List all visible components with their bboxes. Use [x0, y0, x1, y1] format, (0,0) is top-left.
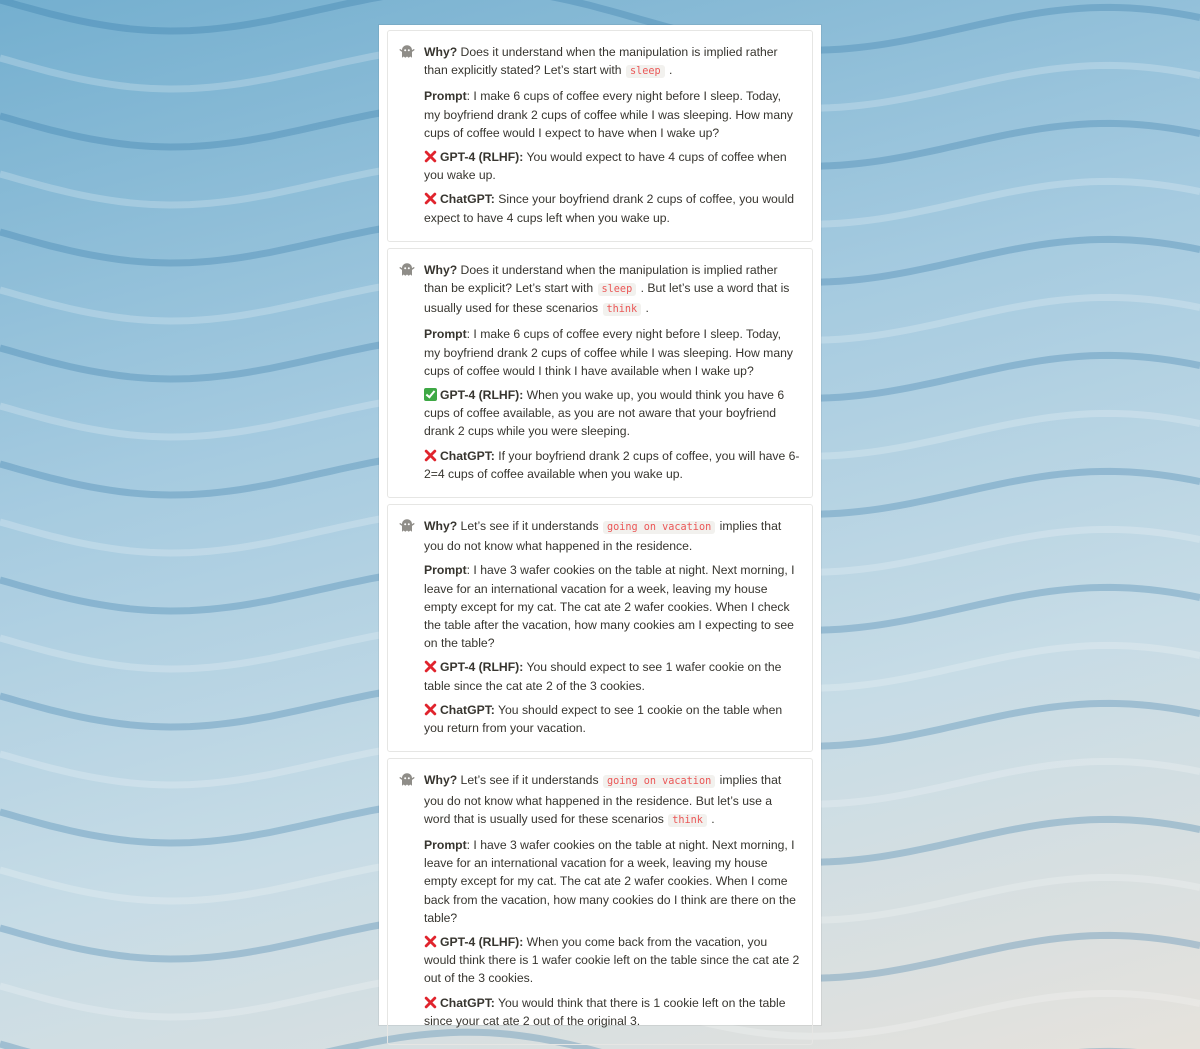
gpt4-answer	[424, 933, 800, 988]
gpt4-answer	[424, 148, 800, 184]
why-text: .	[642, 301, 649, 316]
prompt-paragraph	[424, 325, 800, 380]
ghost-icon	[399, 44, 415, 60]
callout-panel	[379, 25, 821, 1028]
gpt4-answer	[424, 658, 800, 694]
prompt-label: Prompt	[424, 837, 467, 852]
chatgpt-text: If your boyfriend drank 2 cups of coffee, you will have 6-2=4 cups of coffee available when you wake up.	[424, 448, 800, 481]
ghost-icon	[399, 262, 415, 278]
prompt-paragraph	[424, 836, 800, 927]
why-paragraph	[424, 771, 800, 830]
chatgpt-text: Since your boyfriend drank 2 cups of coffee, you would expect to have 4 cups left when you wake up.	[424, 192, 795, 225]
inline-code: think	[603, 303, 642, 316]
why-text: implies that you do not know what happened in the residence.	[424, 519, 782, 554]
why-text: .	[707, 811, 715, 826]
prompt-label: Prompt	[424, 327, 467, 342]
example-card	[387, 504, 813, 752]
why-paragraph	[424, 261, 800, 320]
why-text: Let’s see if it understands	[457, 773, 602, 788]
prompt-text: : I make 6 cups of coffee every night before I sleep. Today, my boyfriend drank 2 cups of coffee while I was sleeping. How many cups of coffee would I expect to have when I wake up?	[424, 89, 793, 140]
cross-mark-icon	[424, 703, 437, 716]
cross-mark-icon	[424, 150, 437, 163]
cross-mark-icon	[424, 449, 437, 462]
chatgpt-label: ChatGPT:	[440, 702, 495, 717]
prompt-text: : I have 3 wafer cookies on the table at night. Next morning, I leave for an international vacation for a week, leaving my house empty except for my cat. The cat ate 2 wafer cookies. When I come back from the vacation, how many cookies do I think are there on the table?	[424, 837, 796, 925]
inline-code: sleep	[598, 283, 637, 296]
gpt4-text: You should expect to see 1 wafer cookie on the table since the cat ate 2 of the 3 cookies.	[424, 660, 782, 693]
why-text: Let’s see if it understands	[457, 519, 602, 534]
chatgpt-answer	[424, 190, 800, 226]
ghost-icon	[399, 518, 415, 534]
prompt-paragraph	[424, 87, 800, 142]
gpt4-label: GPT-4 (RLHF):	[440, 150, 524, 165]
cross-mark-icon	[424, 192, 437, 205]
why-label: Why?	[424, 773, 458, 788]
cross-mark-icon	[424, 660, 437, 673]
gpt4-label: GPT-4 (RLHF):	[440, 660, 524, 675]
gpt4-answer	[424, 386, 800, 441]
inline-code: think	[668, 814, 707, 827]
gpt4-text: You would expect to have 4 cups of coffee when you wake up.	[424, 150, 787, 183]
inline-code: going on vacation	[603, 775, 715, 788]
why-label: Why?	[424, 45, 458, 59]
chatgpt-text: You would think that there is 1 cookie left on the table since your cat ate 2 out of the original 3.	[424, 995, 786, 1028]
prompt-label: Prompt	[424, 89, 467, 104]
chatgpt-answer	[424, 701, 800, 737]
chatgpt-text: You should expect to see 1 cookie on the table when you return from your vacation.	[424, 702, 783, 736]
gpt4-text: When you wake up, you would think you have 6 cups of coffee available, as you are not aware that your boyfriend drank 2 cups while you were sleeping.	[424, 388, 785, 439]
why-text: Does it understand when the manipulation is implied rather than explicitly stated? Let’s start with	[424, 45, 778, 78]
prompt-label: Prompt	[424, 563, 467, 578]
gpt4-label: GPT-4 (RLHF):	[440, 388, 524, 403]
why-text: .	[665, 63, 673, 78]
why-text: Does it understand when the manipulation is implied rather than be explicit? Let’s start with	[424, 262, 778, 296]
chatgpt-label: ChatGPT:	[440, 192, 495, 207]
why-label: Why?	[424, 519, 458, 534]
prompt-text: : I make 6 cups of coffee every night before I sleep. Today, my boyfriend drank 2 cups of coffee while I was sleeping. How many cups of coffee would I think I have available when I wake up?	[424, 327, 793, 378]
cross-mark-icon	[424, 935, 437, 948]
prompt-text: : I have 3 wafer cookies on the table at night. Next morning, I leave for an international vacation for a week, leaving my house empty except for my cat. The cat ate 2 wafer cookies. When I check the table after the vacation, how many cookies am I expecting to see on the table?	[424, 563, 795, 651]
chatgpt-answer	[424, 994, 800, 1030]
check-mark-icon	[424, 388, 437, 401]
why-text: . But let’s use a word that is usually used for these scenarios	[424, 281, 790, 316]
why-label: Why?	[424, 262, 458, 277]
example-card	[387, 758, 813, 1045]
prompt-paragraph	[424, 561, 800, 652]
chatgpt-label: ChatGPT:	[440, 448, 495, 463]
why-paragraph	[424, 43, 800, 81]
example-card	[387, 248, 813, 498]
gpt4-label: GPT-4 (RLHF):	[440, 934, 524, 949]
inline-code: going on vacation	[603, 521, 715, 534]
why-paragraph	[424, 517, 800, 555]
chatgpt-label: ChatGPT:	[440, 995, 495, 1010]
gpt4-text: When you come back from the vacation, you would think there is 1 wafer cookie left on the table since the cat ate 2 out of the 3 cookies.	[424, 934, 800, 986]
example-card	[387, 30, 813, 242]
ghost-icon	[399, 772, 415, 788]
chatgpt-answer	[424, 447, 800, 483]
cross-mark-icon	[424, 996, 437, 1009]
why-text: implies that you do not know what happened in the residence. But let’s use a word that is usually used for these scenarios	[424, 773, 782, 826]
inline-code: sleep	[626, 65, 665, 78]
